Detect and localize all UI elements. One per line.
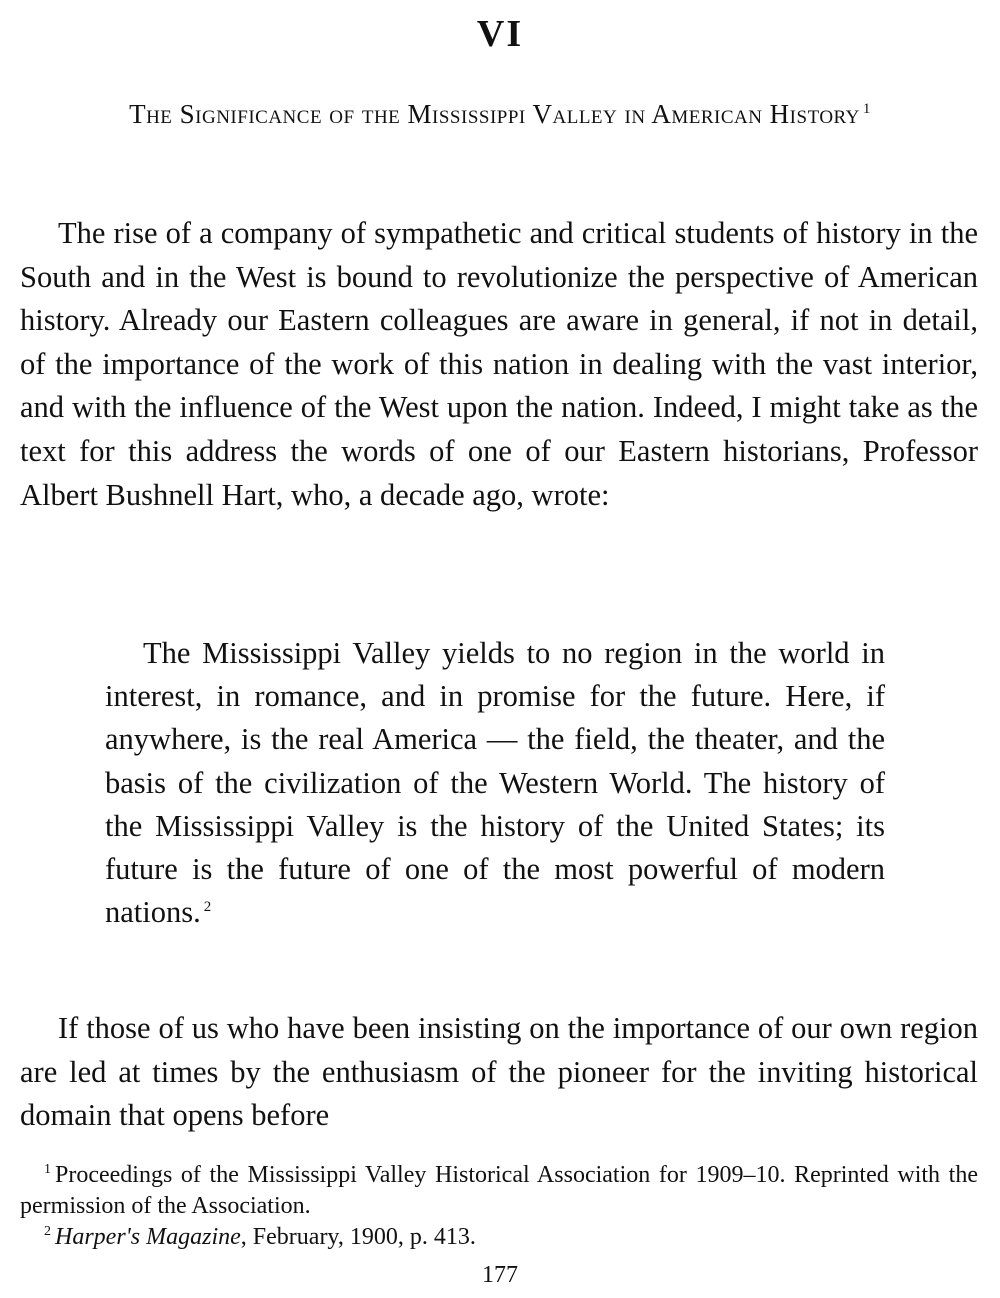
title-footnote-marker: 1 [862,101,871,117]
footnote-2-marker: 2 [44,1224,51,1239]
footnote-1-text: Proceedings of the Mississippi Valley Historical Association for 1909–10. Reprinted with the permission of the Association. [20,1162,978,1219]
paragraph-1: The rise of a company of sympathetic and critical students of history in the South and in the West is bound to revolutionize the perspective of American history. Already our Eastern colleagues are aware in general, if not in detail, of the importance of the work of this nation in dealing with the vast interior, and with the influence of the West upon the nation. Indeed, I might take as the text for this address the words of one of our Eastern historians, Professor Albert Bushnell Hart, who, a decade ago, wrote: [20,216,978,512]
chapter-title-text: The Significance of the Mississippi Valley in American History [129,99,860,129]
paragraph-2: If those of us who have been insisting on the importance of our own region are led at times by the enthusiasm of the pioneer for the inviting historical domain that opens before [20,1011,978,1133]
page-number: 177 [482,1262,518,1288]
chapter-title [20,92,980,136]
footnotes [20,1160,978,1253]
footnote-1-marker: 1 [44,1162,51,1177]
footnote-2-source: Harper's Magazine [55,1224,241,1250]
footnote-2 [20,1222,978,1253]
block-quote-text: The Mississippi Valley yields to no region in the world in interest, in romance, and in promise for the future. Here, if anywhere, is the real America — the field, the theater, and the basis of the civilization of the Western World. The history of the Mississippi Valley is the history of the United States; its future is the future of one of the most powerful of modern nations. [105,636,885,930]
quote-footnote-marker: 2 [203,899,212,916]
footnote-1 [20,1160,978,1222]
footnote-2-details: , February, 1900, p. 413. [240,1224,476,1250]
chapter-number: VI [476,13,524,55]
block-quote [105,632,885,934]
